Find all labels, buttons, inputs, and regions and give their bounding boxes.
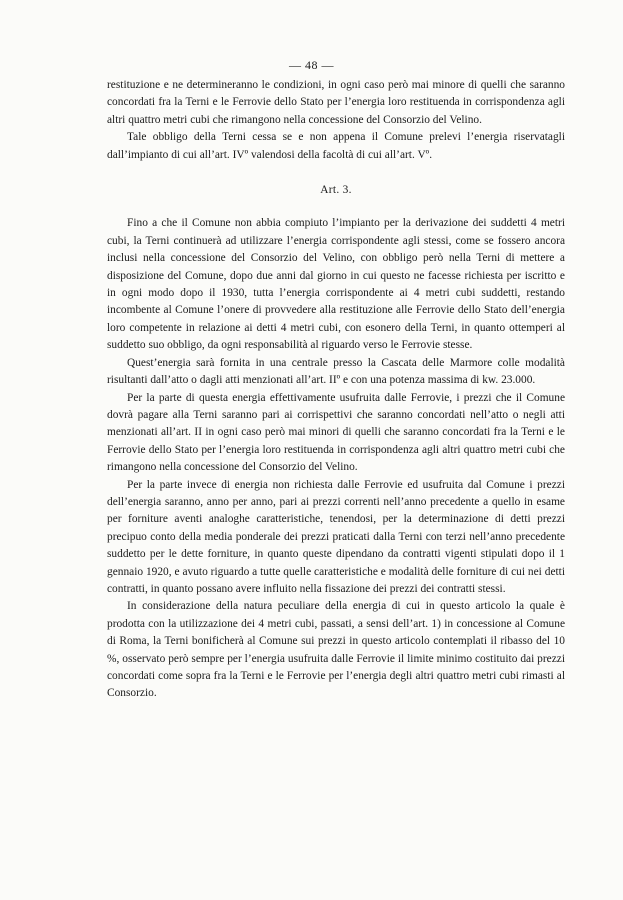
paragraph: Per la parte di questa energia effettivamente usufruita dalle Ferrovie, i prezzi che il Comune dovrà pagare alla Terni saranno pari ai corrispettivi che saranno concordati nell’atto o negli atti menzionati all’art. II in ogni caso però mai minori di quelli che saranno concordati fra la Terni e le Ferrovie dello Stato per l’energia loro restituenda in corrispondenza agli altri quattro metri cubi che rimangono nella concessione del Consorzio del Velino.: [107, 391, 565, 474]
article-heading: Art. 3.: [320, 184, 352, 197]
paragraph: restituzione e ne determineranno le condizioni, in ogni caso però mai minore di quelli che saranno concordati fra la Terni e le Ferrovie dello Stato per l’energia loro restituenda in corrispondenza agli altri quattro metri cubi che rimangono nella concessione del Consorzio del Velino.: [107, 79, 565, 126]
page-body: [107, 77, 565, 703]
paragraph: Tale obbligo della Terni cessa se e non appena il Comune prelevi l’energia riservatagli dall’impianto di cui all’art. IVº valendosi della facoltà di cui all’art. Vº.: [107, 131, 565, 161]
paragraph: In considerazione della natura peculiare della energia di cui in questo articolo la quale è prodotta con la utilizzazione dei 4 metri cubi, passati, a sensi dell’art. 1) in concessione al Comune di Roma, la Terni bonificherà al Comune sui prezzi in questo articolo contemplati il ribasso del 10 %, osservato però sempre per l’energia usufruita dalle Ferrovie il limite minimo costituito dai prezzi concordati come sopra fra la Terni e le Ferrovie per l’energia degli altri quattro metri cubi rimasti al Consorzio.: [107, 600, 565, 700]
paragraph: Fino a che il Comune non abbia compiuto l’impianto per la derivazione dei suddetti 4 metri cubi, la Terni continuerà ad utilizzare l’energia corrispondente agli stessi, come se fossero ancora inclusi nella concessione del Consorzio del Velino, con obbligo però nella Terni di mettere a disposizione del Comune, dopo due anni dal giorno in cui questo ne facesse richiesta per iscritto e in ogni modo dopo il 1930, tutta l’energia corrispondente ai 4 metri cubi suddetti, restando incombente al Comune l’onere di provvedere alla restituzione alle Ferrovie dello Stato dell’energia loro competente in relazione ai detti 4 metri cubi, con esonero della Terni, in quanto ottemperi al suddetto suo obbligo, da ogni responsabilità al riguardo verso le Ferrovie stesse.: [107, 217, 565, 352]
paragraph: Per la parte invece di energia non richiesta dalle Ferrovie ed usufruita dal Comune i prezzi dell’energia saranno, anno per anno, pari ai prezzi correnti nell’anno precedente a quello in esame per forniture aventi analoghe caratteristiche, tenendosi, per la determinazione di detti prezzi precipuo conto della media ponderale dei prezzi praticati dalla Terni con terzi nell’anno precedente suddetto per le dette forniture, in quanto queste dipendano da contratti vigenti stipulati dopo il 1 gennaio 1920, e avuto riguardo a tutte quelle caratteristiche e modalità delle forniture di cui nei detti contratti, in quanto possano avere influito nella fissazione dei prezzi dei contratti stessi.: [107, 478, 565, 595]
page-number: — 48 —: [289, 58, 334, 72]
paragraph: Quest’energia sarà fornita in una centrale presso la Cascata delle Marmore colle modalità risultanti dall’atto o dagli atti menzionati all’art. IIº e con una potenza massima di kw. 23.000.: [107, 356, 565, 387]
